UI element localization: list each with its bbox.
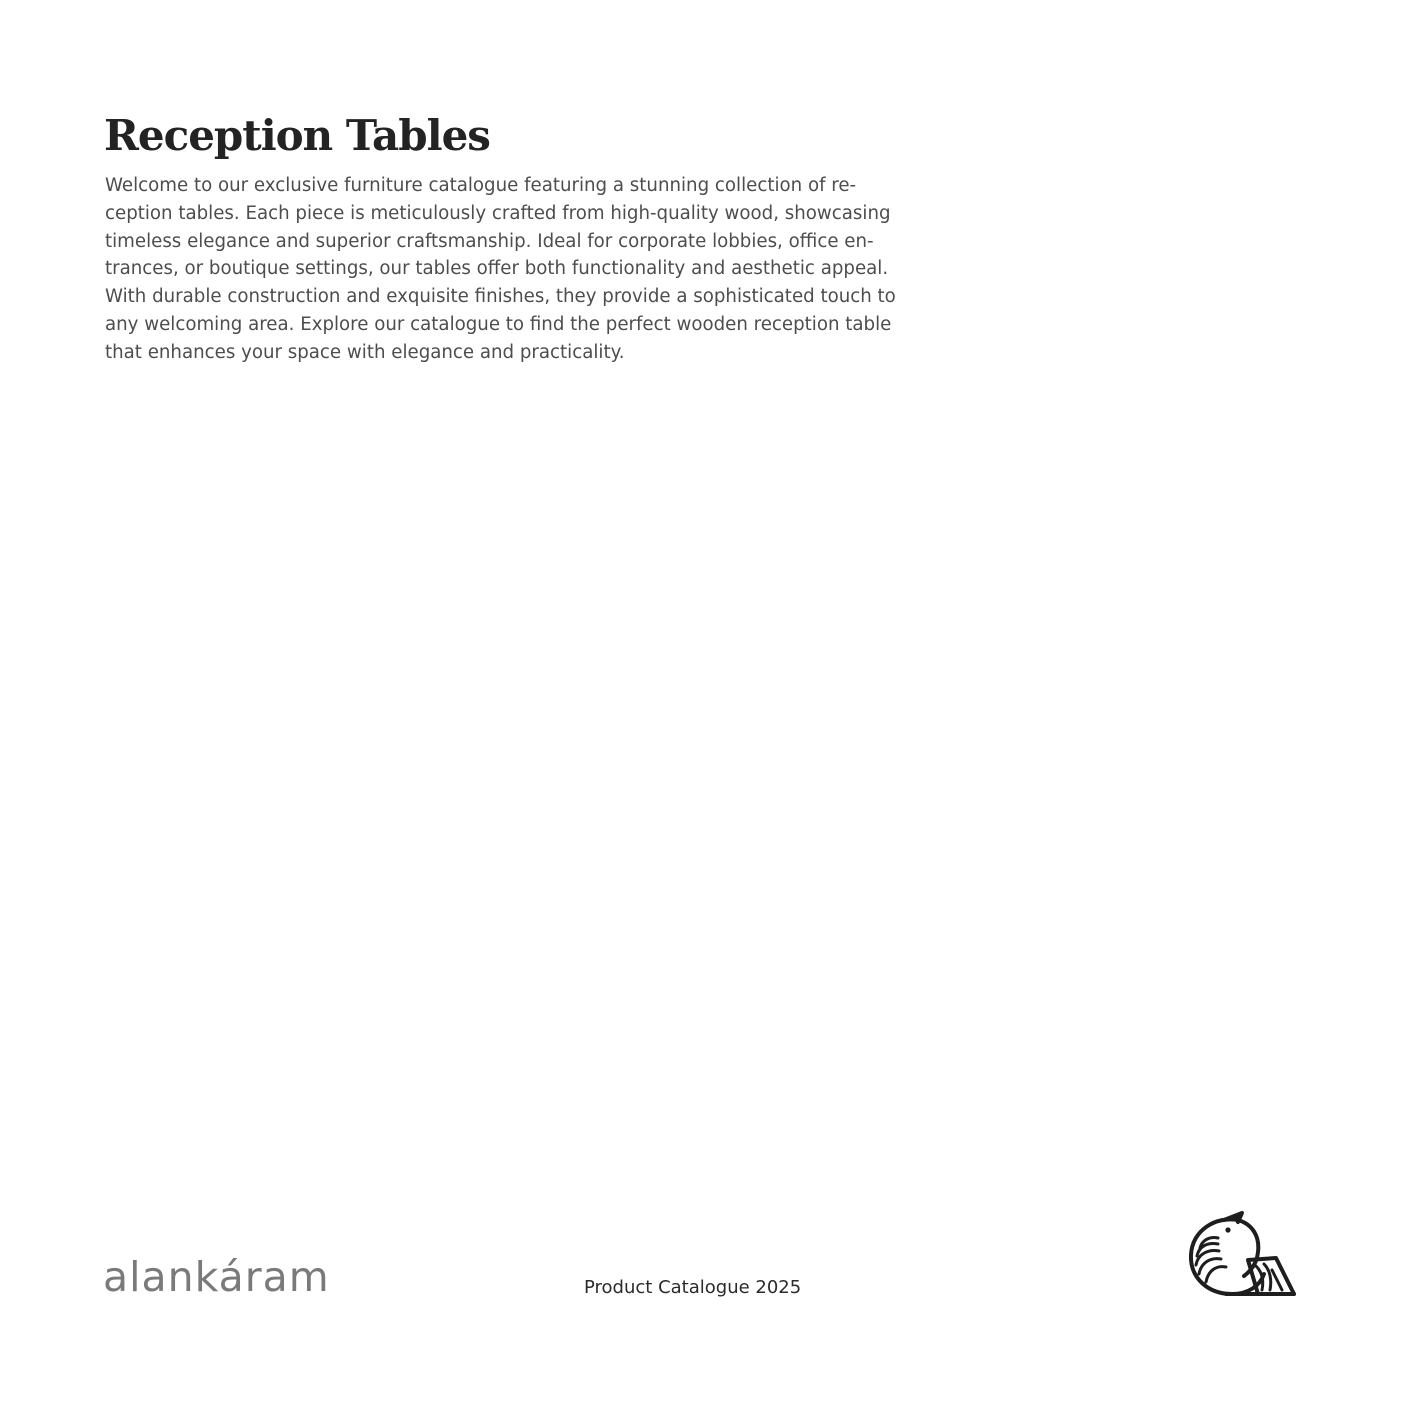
brand-wordmark: alankáram [103,1253,330,1301]
intro-line: trances, or boutique settings, our tables offer both functionality and aesthetic appeal. [105,258,889,280]
intro-line: timeless elegance and superior craftsmanship. Ideal for corporate lobbies, office en- [105,230,874,252]
bird-logo-icon [1186,1210,1298,1300]
intro-line: With durable construction and exquisite finishes, they provide a sophisticated touch to [105,286,896,308]
catalogue-label: Product Catalogue 2025 [584,1277,802,1298]
intro-line: that enhances your space with elegance and practicality. [105,341,625,363]
intro-paragraph [105,172,955,367]
intro-line: any welcoming area. Explore our catalogue to find the perfect wooden reception table [105,313,892,335]
intro-line: Welcome to our exclusive furniture catalogue featuring a stunning collection of re- [105,175,857,196]
page-title: Reception Tables [104,111,490,160]
intro-line: ception tables. Each piece is meticulously crafted from high-quality wood, showcasing [105,202,891,224]
